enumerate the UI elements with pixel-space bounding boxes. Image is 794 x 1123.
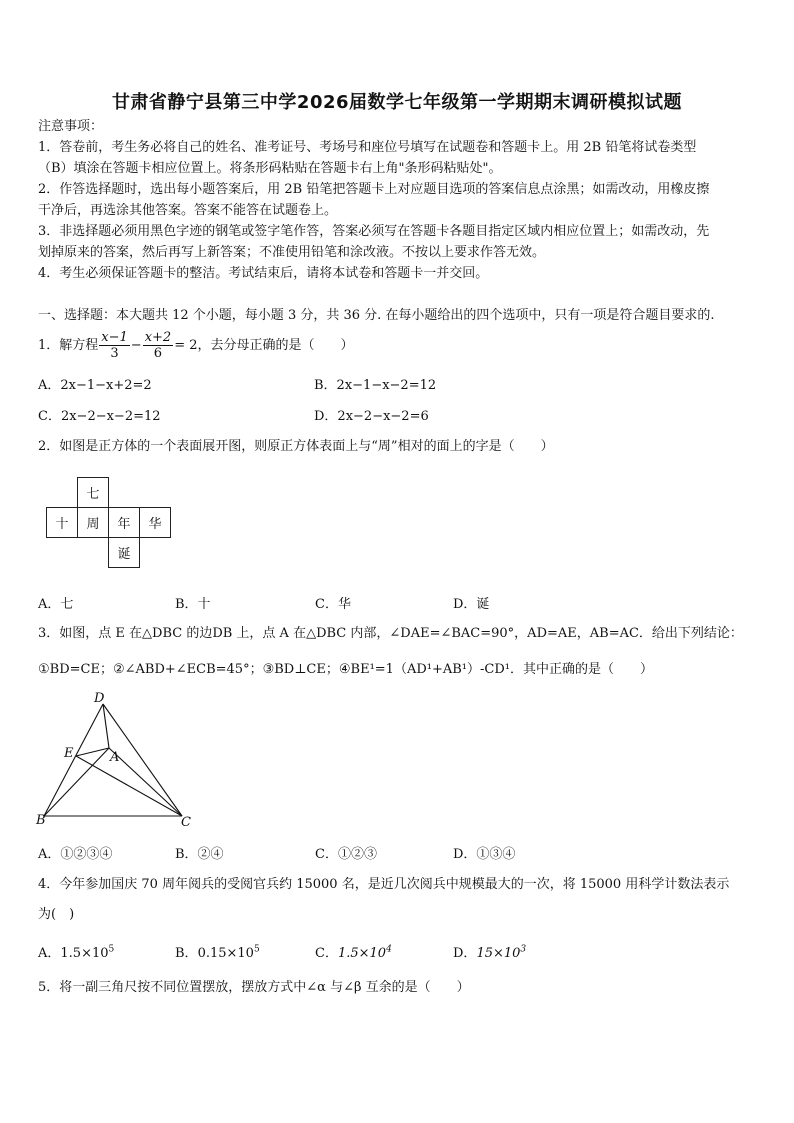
q1-frac2-num: x+2 [144, 330, 172, 345]
q4-b-letter: B． [175, 946, 198, 961]
q1-option-b: B．2x−1−x−2=12 [314, 378, 437, 393]
question-4-stem-2: 为( ) [38, 907, 75, 922]
notice-heading: 注意事项： [38, 119, 104, 134]
q1-option-c: C．2x−2−x−2=12 [38, 409, 161, 424]
net-cell-1: 十 [47, 508, 78, 538]
q2-option-c: C．华 [315, 597, 351, 612]
page-title: 甘肃省静宁县第三中学2026届数学七年级第一学期期末调研模拟试题 [111, 92, 683, 113]
q4-option-b [175, 942, 260, 961]
question-2-stem: 2．如图是正方体的一个表面展开图，则原正方体表面上与“周”相对的面上的字是（ ） [38, 439, 554, 454]
cube-net-figure [46, 477, 171, 568]
q1-minus: − [130, 338, 142, 353]
q1-frac1-den: 3 [110, 346, 119, 361]
notice-line-4: 干净后，再选涂其他答案。答案不能答在试题卷上。 [38, 203, 338, 218]
segment-ec [76, 756, 182, 816]
q3-option-b: B．②④ [175, 847, 224, 862]
q4-a-exponent: 5 [108, 944, 115, 955]
q4-c-letter: C． [315, 946, 338, 961]
q4-option-a [38, 942, 114, 961]
net-cell-2: 周 [78, 508, 109, 538]
q1-frac1-num: x−1 [101, 330, 128, 345]
q4-a-letter: A． [38, 946, 61, 961]
triangle-figure [30, 690, 210, 830]
q3-option-c: C．①②③ [315, 847, 377, 862]
label-c: C [181, 815, 191, 830]
q4-option-c [315, 942, 392, 961]
question-4-stem-1: 4．今年参加国庆 70 周年阅兵的受阅官兵约 15000 名，是近几次阅兵中规模最大的一次，将 15000 用科学计数法表示 [38, 877, 730, 892]
q1-frac2-den: 6 [153, 346, 163, 361]
question-1-stem [38, 330, 760, 361]
net-cell-4: 华 [140, 508, 171, 538]
q4-b-mantissa: 0.15×10 [197, 946, 254, 961]
segment-ea [76, 748, 109, 756]
q4-d-exponent: 3 [520, 944, 527, 955]
q3-option-a: A．①②③④ [38, 847, 113, 862]
segment-ba [44, 748, 109, 816]
net-cell-3: 年 [109, 508, 140, 538]
q4-d-letter: D． [453, 946, 477, 961]
question-5-stem: 5．将一副三角尺按不同位置摆放，摆放方式中∠α 与∠β 互余的是（ ） [38, 980, 470, 995]
question-3-stem-2: ①BD=CE；②∠ABD+∠ECB=45°；③BD⊥CE；④BE¹=1（AD¹+AB¹）-CD¹．其中正确的是（ ） [38, 662, 653, 677]
q1-option-a: A．2x−1−x+2=2 [38, 378, 152, 393]
q1-fraction-1 [99, 330, 130, 361]
net-cell-bottom: 诞 [109, 538, 140, 568]
notice-line-6: 划掉原来的答案，然后再写上新答案；不准使用铅笔和涂改液。不按以上要求作答无效。 [38, 245, 546, 260]
notice-line-1: 1．答卷前，考生务必将自己的姓名、准考证号、考场号和座位号填写在试题卷和答题卡上。用 2B 铅笔将试卷类型 [38, 140, 697, 155]
q4-b-exponent: 5 [253, 944, 260, 955]
question-3-stem-1: 3．如图，点 E 在△DBC 的边DB 上，点 A 在△DBC 内部，∠DAE=∠BAC=90°，AD=AE，AB=AC．给出下列结论： [38, 626, 743, 641]
q1-option-d: D．2x−2−x−2=6 [314, 409, 429, 424]
section-heading: 一、选择题：本大题共 12 个小题，每小题 3 分，共 36 分. 在每小题给出的四个选项中，只有一项是符合题目要求的. [38, 308, 715, 323]
label-d: D [94, 691, 105, 706]
q4-option-d [453, 942, 526, 961]
label-b: B [36, 813, 46, 828]
q2-option-a: A．七 [38, 597, 74, 612]
label-e: E [64, 746, 74, 761]
segment-ac [109, 748, 182, 816]
notice-line-2: （B）填涂在答题卡相应位置上。将条形码粘贴在答题卡右上角"条形码粘贴处"。 [38, 161, 502, 176]
notice-line-3: 2．作答选择题时，选出每小题答案后，用 2B 铅笔把答题卡上对应题目选项的答案信息点涂黑；如需改动，用橡皮擦 [38, 182, 710, 197]
q4-c-exponent: 4 [386, 944, 392, 955]
segment-db [44, 704, 103, 816]
q1-prefix: 1．解方程 [38, 338, 99, 353]
notice-line-5: 3．非选择题必须用黑色字迹的钢笔或签字笔作答，答案必须写在答题卡各题目指定区域内相应位置上；如需改动，先 [38, 224, 710, 239]
q1-fraction-2 [143, 330, 174, 361]
q2-option-d: D．诞 [453, 597, 490, 612]
q4-d-mantissa: 15×10 [476, 946, 521, 961]
notice-line-7: 4．考生必须保证答题卡的整洁。考试结束后，请将本试卷和答题卡一并交回。 [38, 266, 489, 281]
q1-suffix: = 2，去分母正确的是（ ） [174, 338, 354, 353]
q4-a-mantissa: 1.5×10 [60, 946, 109, 961]
net-cell-top: 七 [78, 478, 109, 508]
label-a: A [110, 750, 120, 765]
q2-option-b: B．十 [175, 597, 211, 612]
q4-c-mantissa: 1.5×10 [337, 946, 387, 961]
q3-option-d: D．①③④ [453, 847, 516, 862]
